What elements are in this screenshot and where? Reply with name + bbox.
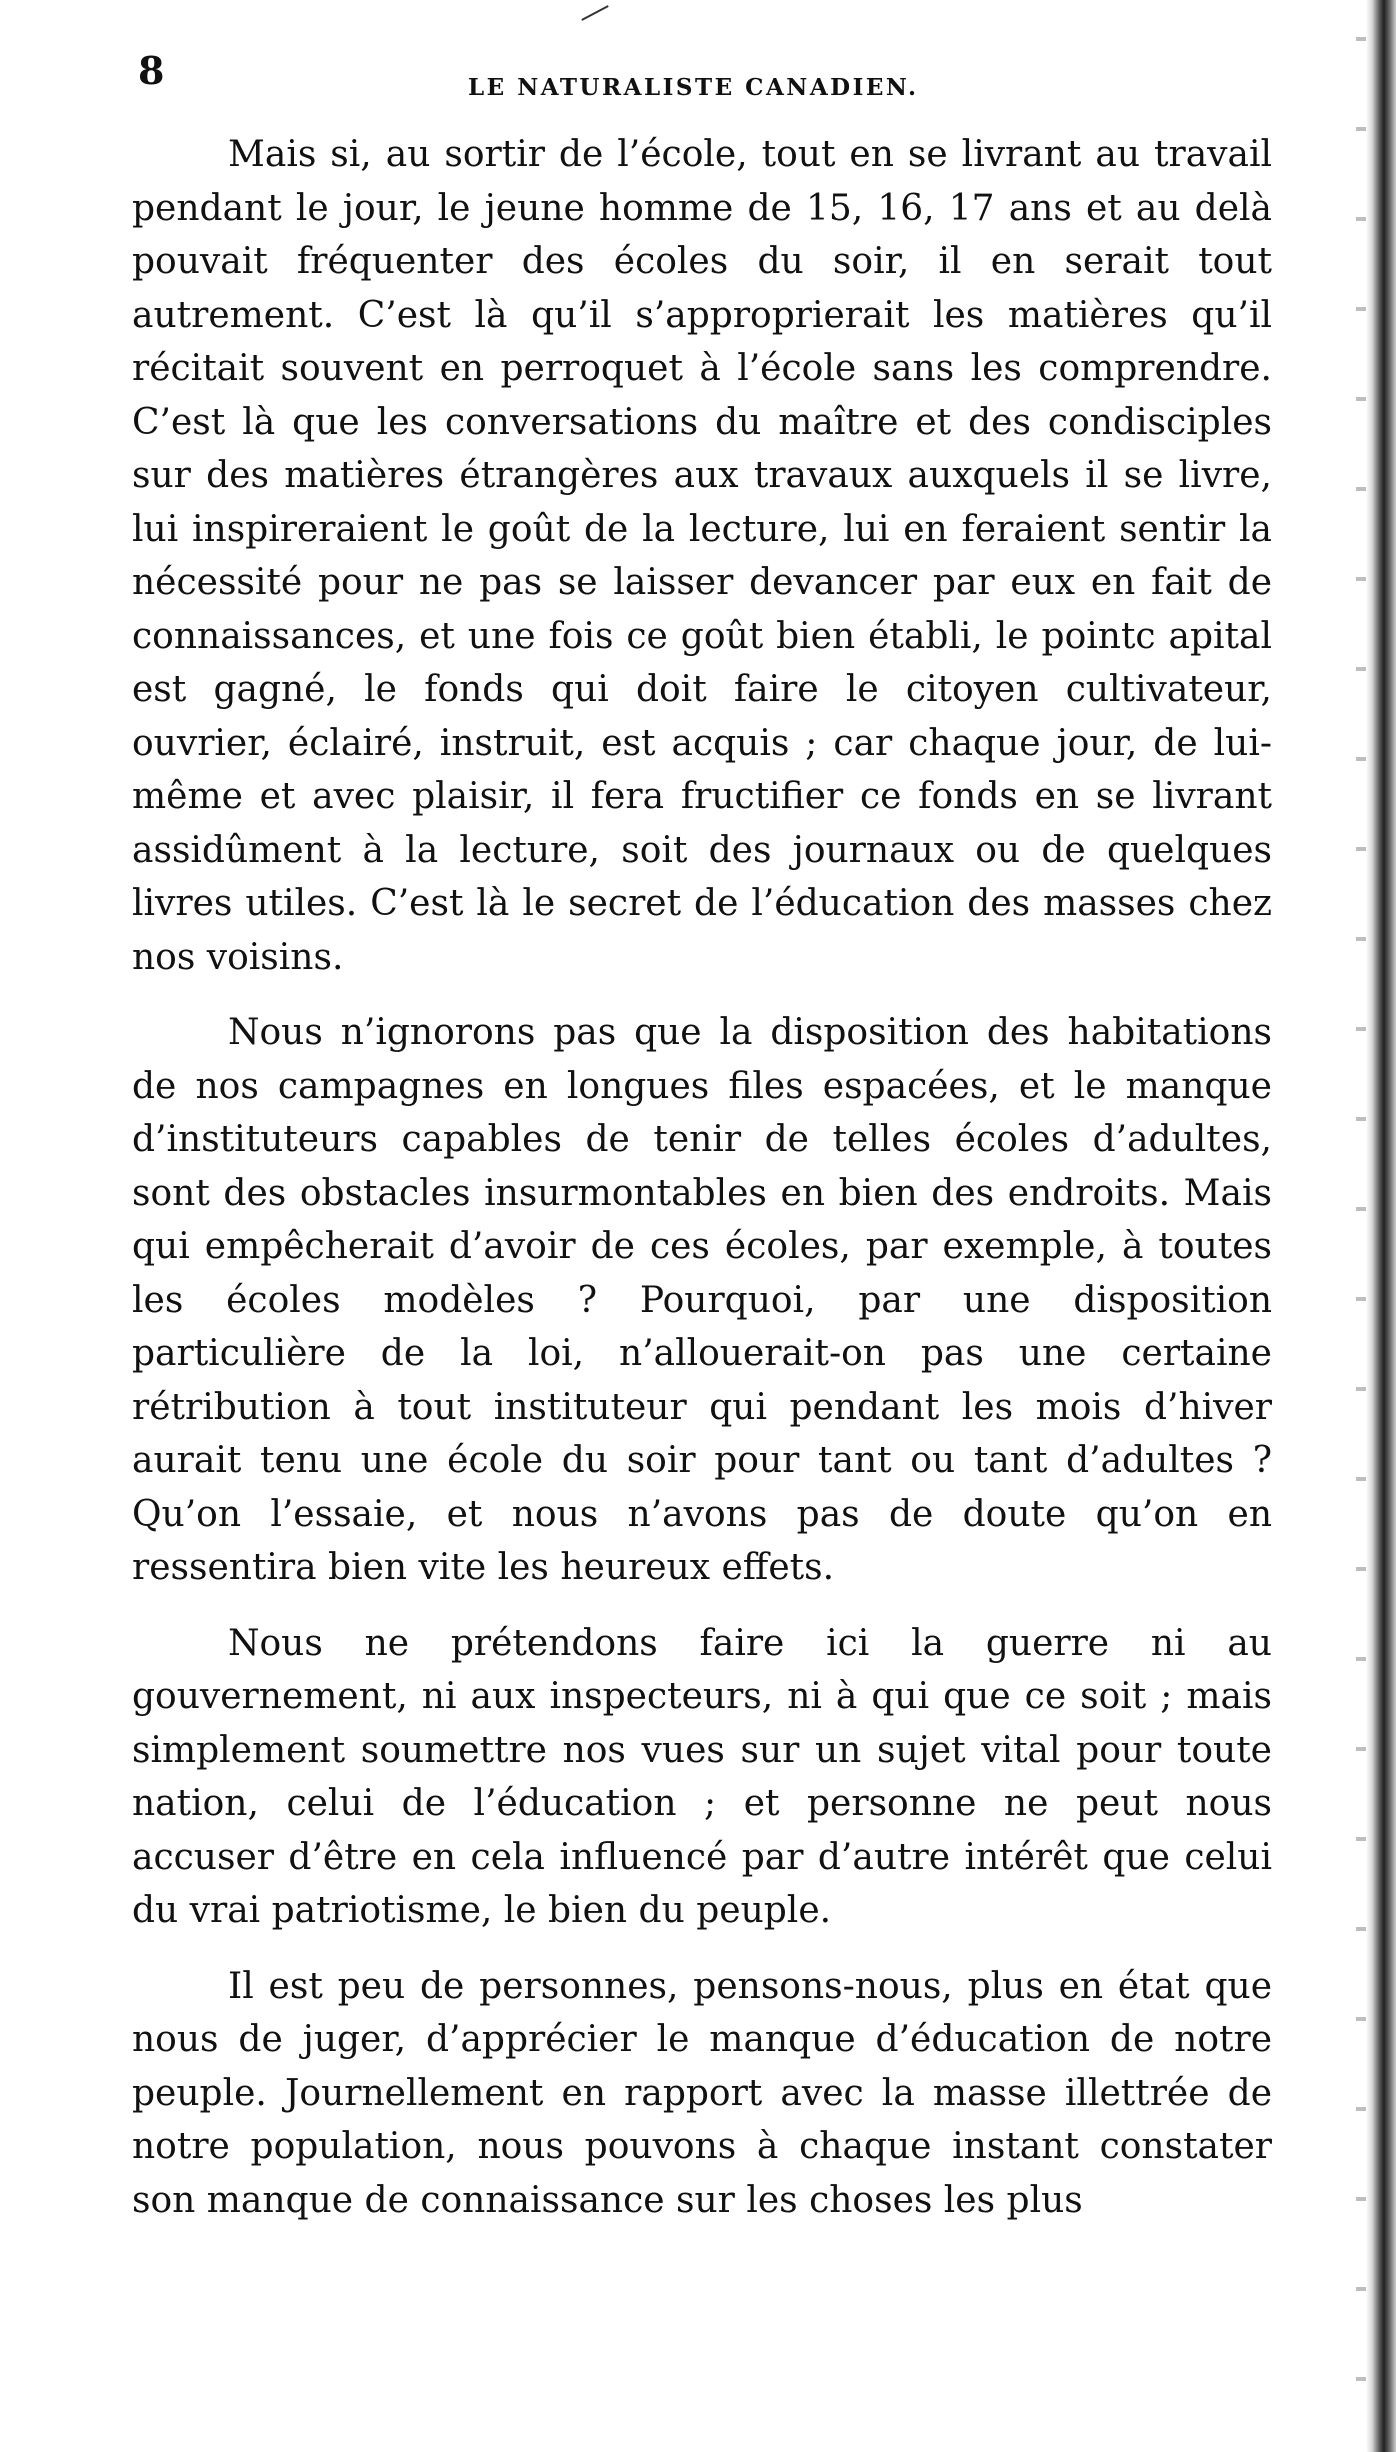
paragraph: Nous ne prétendons faire ici la guerre ni au gouvernement, ni aux inspecteurs, ni à qui que ce soit ; mais simplement soumettre nos vues sur un sujet vital pour toute nation, celui de l’éducation ; et personne ne peut nous accuser d’être en cela influencé par d’autre intérêt que celui du vrai patriotisme, le bien du peuple. [132, 1622, 1272, 1931]
paragraph: Nous n’ignorons pas que la disposition des habitations de nos campagnes en longues files espacées, et le manque d’instituteurs capables de tenir de telles écoles d’adultes, sont des obstacles insurmontables en bien des endroits. Mais qui empêcherait d’avoir de ces écoles, par exemple, à toutes les écoles modèles ? Pourquoi, par une disposition particulière de la loi, n’allouerait-on pas une certaine rétribution à tout instituteur qui pendant les mois d’hiver aurait tenu une école du soir pour tant ou tant d’adultes ? Qu’on l’essaie, et nous n’avons pas de doute qu’on en ressentira bien vite les heureux effets. [132, 1012, 1272, 1588]
paragraph: Il est peu de personnes, pensons-nous, plus en état que nous de juger, d’apprécier le manque d’éducation de notre peuple. Journellement en rapport avec la masse illettrée de notre population, nous pouvons à chaque instant constater son manque de connaissance sur les choses les plus [132, 1965, 1272, 2221]
scan-mark [581, 5, 608, 21]
page-binding-edge [1366, 0, 1396, 2452]
page-number: 8 [138, 48, 165, 93]
page-header [138, 48, 1268, 108]
scan-edge-specks [1356, 0, 1366, 2452]
running-title: LE NATURALISTE CANADIEN. [468, 74, 919, 101]
paragraph: Mais si, au sortir de l’école, tout en se livrant au travail pendant le jour, le jeune homme de 15, 16, 17 ans et au delà pouvait fréquenter des écoles du soir, il en serait tout autrement. C’est là qu’il s’approprierait les matières qu’il récitait souvent en perroquet à l’école sans les comprendre. C’est là que les conversations du maître et des condisciples sur des matières étrangères aux travaux auxquels il se livre, lui inspireraient le goût de la lecture, lui en feraient sentir la nécessité pour ne pas se laisser devancer par eux en fait de connaissances, et une fois ce goût bien établi, le pointc apital est gagné, le fonds qui doit faire le citoyen cultivateur, ouvrier, éclairé, instruit, est acquis ; car chaque jour, de lui-même et avec plaisir, il fera fructifier ce fonds en se livrant assidûment à la lecture, soit des journaux ou de quelques livres utiles. C’est là le secret de l’éducation des masses chez nos voisins. [132, 134, 1272, 978]
body-text [132, 128, 1272, 2249]
